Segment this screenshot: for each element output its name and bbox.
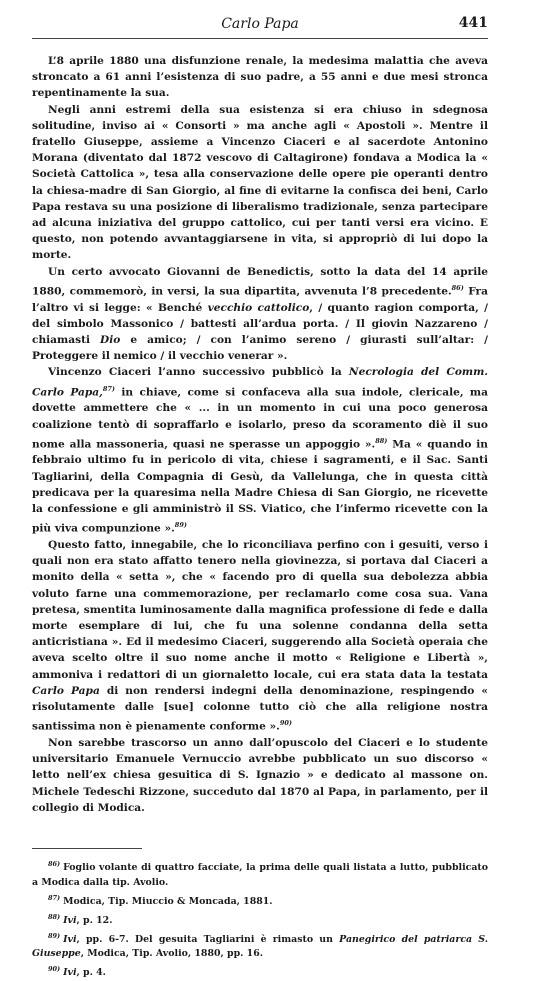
footnote-ref-87: 87) xyxy=(102,384,115,393)
footnote-italic: Ivi xyxy=(63,933,77,945)
footnote-text: , Modica, Tip. Avolio, 1880, pp. 16. xyxy=(80,948,263,960)
paragraph-3-text-b: Fra l’altro vi si legge: « Benché xyxy=(32,285,489,314)
paragraph-4-text-b: in chiave, come si confaceva alla sua indole, clericale, ma dovette ammettere che « ... in un momento in cui una poco generosa coalizione tentò di sopraffarlo e isolarlo, preso da scoramento diè il suo nome alla massoneria, quasi ne sperasse un appoggio ». xyxy=(32,386,488,451)
paragraph-3-text-a: Un certo avvocato Giovanni de Benedictis, sotto la data del 14 aprile 1880, commemorò, in versi, la sua dipartita, avvenuta l’8 precedente. xyxy=(32,265,488,298)
body-text xyxy=(32,53,488,816)
footnote-ref-86: 86) xyxy=(451,283,464,292)
paragraph-5-text-b: di non rendersi indegni della denominazione, respingendo « risolutamente dalle [sue] colonne tutto ciò che alla religione nostra santissima non è pienamente conforme ». xyxy=(32,684,488,733)
footnote-text: , p. 4. xyxy=(76,967,106,979)
footnote-number: 90) xyxy=(48,965,61,974)
paragraph-3 xyxy=(32,264,488,365)
footnote-89 xyxy=(32,929,488,963)
paragraph-4 xyxy=(32,364,488,537)
paragraph-1: L’8 aprile 1880 una disfunzione renale, la medesima malattia che aveva stroncato a 61 anni l’esistenza di suo padre, a 55 anni e due mesi stronca repentinamente la sua. xyxy=(32,55,488,100)
footnote-text: , pp. 6-7. Del gesuita Tagliarini è rimasto un xyxy=(76,933,340,945)
paragraph-5 xyxy=(32,537,488,735)
footnotes xyxy=(32,857,488,981)
footnote-text: Foglio volante di quattro facciate, la prima delle quali listata a lutto, pubblicato a Modica dalla tip. Avolio. xyxy=(32,862,488,888)
footnote-text: , p. 12. xyxy=(76,914,113,926)
footnote-88 xyxy=(32,910,488,929)
footnote-number: 87) xyxy=(48,893,61,902)
footnote-italic: Ivi xyxy=(63,967,77,979)
paragraph-4-italic-1: Necrologia del Comm. Carlo Papa, xyxy=(32,366,488,399)
running-title: Carlo Papa xyxy=(221,16,299,32)
footnote-86 xyxy=(32,857,488,891)
footnote-87 xyxy=(32,891,488,910)
page xyxy=(32,14,488,981)
paragraph-2: Negli anni estremi della sua esistenza si era chiuso in sdegnosa solitudine, inviso ai « Consorti » ma anche agli « Apostoli ». Mentre il fratello Giuseppe, assieme a Vincenzo Ciaceri e al sacerdote Antonino Morana (diventato dal 1872 vescovo di Caltagirone) fondava a Modica la « Società Cattolica », tesa alla conservazione delle opere pie operanti dentro la chiesa-madre di San Giorgio, al fine di evitarne la confisca dei beni, Carlo Papa restava su una posizione di liberalismo tradizionale, senza partecipare ad alcuna iniziativa del gruppo cattolico, cui per tanti versi era vicino. E questo, non potendo avvantaggiarsene in vita, si appropriò di lui dopo la morte. xyxy=(32,103,488,262)
paragraph-3-text-d: e amico; / con l’animo sereno / giurasti sull’altar: / Proteggere il nemico / il vecchio venerar ». xyxy=(32,333,488,363)
footnote-ref-89: 89) xyxy=(174,521,187,530)
paragraph-5-text-a: Questo fatto, innegabile, che lo riconciliava perfino con i gesuiti, verso i quali non era stato affatto tenero nella giovinezza, si portava dal Ciaceri a monito della « setta », che « facendo pro di quella sua debolezza abbia voluto farne una commemorazione, per reclamarlo come cosa sua. Vana pretesa, smentita luminosamente dalla magnifica professione di fede e dalla morte esemplare di lui, che fu una solenne condanna della setta anticristiana ». Ed il medesimo Ciaceri, suggerendo alla Società operaia che aveva scelto oltre il suo nome anche il motto « Religione e Libertà », ammoniva i redattori di un giornaletto locale, cui era stata data la testata xyxy=(32,539,488,681)
footnote-ref-90: 90) xyxy=(279,719,292,728)
footnote-number: 89) xyxy=(48,931,61,940)
paragraph-5-italic-1: Carlo Papa xyxy=(32,684,100,697)
page-number: 441 xyxy=(458,15,488,31)
paragraph-4-text-a: Vincenzo Ciaceri l’anno successivo pubblicò la xyxy=(48,366,349,379)
footnote-italic: Ivi xyxy=(63,914,77,926)
paragraph-3-italic-2: Dio xyxy=(100,333,121,346)
footnote-text: Modica, Tip. Miuccio & Moncada, 1881. xyxy=(63,895,273,907)
page-header xyxy=(32,14,488,39)
paragraph-4-text-c: Ma « quando in febbraio ultimo fu in pericolo di vita, chiese i sagramenti, e il Sac. Santi Tagliarini, della Compagnia di Gesù, da Vallelunga, che in questa città predicava per la quaresima nella Madre Chiesa di San Giorgio, ne ricevette la confessione e gli amministrò il SS. Viatico, che l’infermo ricevette con la più viva compunzione ». xyxy=(32,438,489,535)
footnote-90 xyxy=(32,962,488,981)
footnote-italic-title: Panegirico del patriarca S. Giuseppe xyxy=(32,933,489,960)
footnote-number: 86) xyxy=(48,860,61,868)
footnote-number: 88) xyxy=(48,912,61,921)
footnote-rule xyxy=(32,848,142,849)
paragraph-6: Non sarebbe trascorso un anno dall’opuscolo del Ciaceri e lo studente universitario Emanuele Vernuccio avrebbe pubblicato un suo discorso « letto nell’ex chiesa gesuitica di S. Ignazio » e dedicato al massone on. Michele Tedeschi Rizzone, succeduto dal 1870 al Papa, in parlamento, per il collegio di Modica. xyxy=(32,736,488,814)
paragraph-3-text-c: , / quanto ragion comporta, / del simbolo Massonico / battesti all’ardua porta. / Il giovin Nazzareno / chiamasti xyxy=(32,301,488,346)
paragraph-3-italic-1: vecchio cattolico xyxy=(207,301,310,314)
footnote-ref-88: 88) xyxy=(375,436,388,445)
